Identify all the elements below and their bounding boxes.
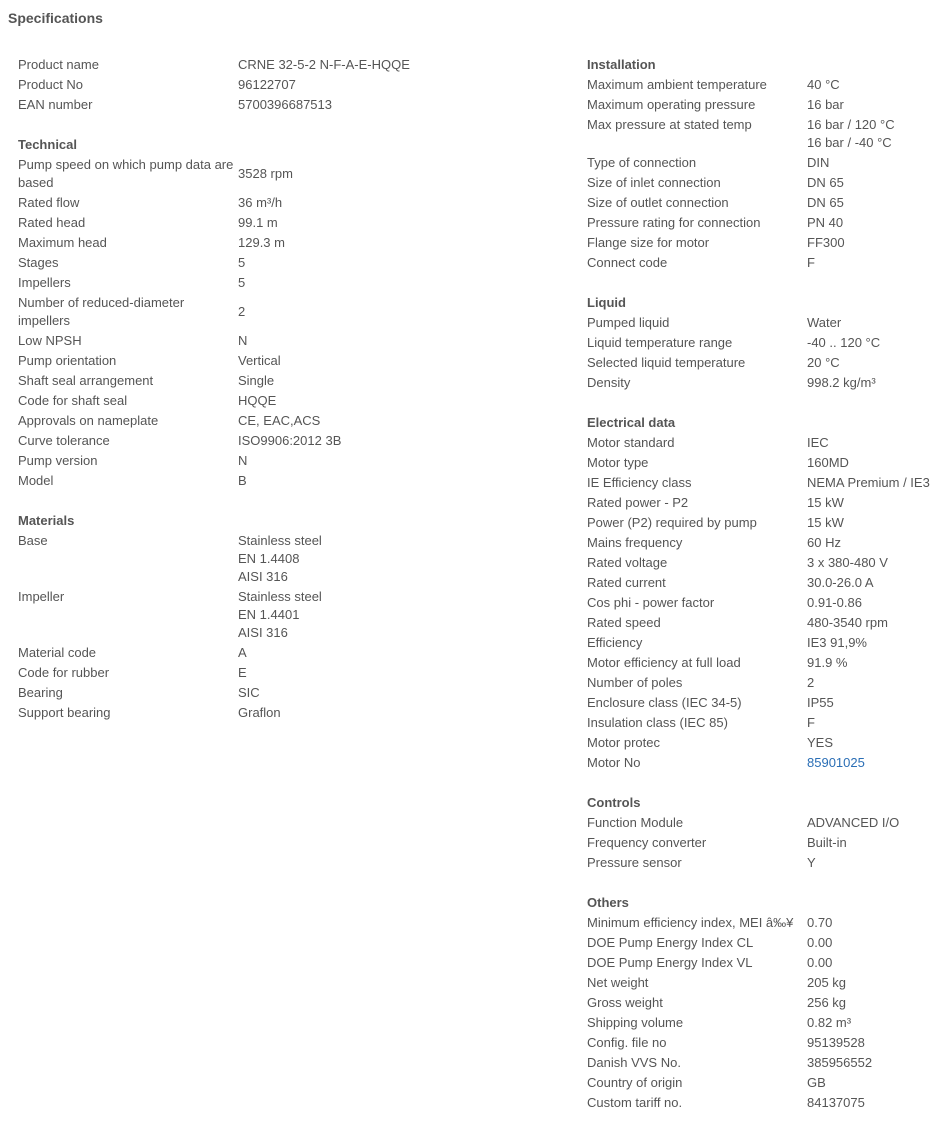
spec-value: 95139528	[807, 1035, 865, 1050]
spec-value[interactable]: 85901025	[807, 755, 865, 770]
spec-value: 84137075	[807, 1095, 865, 1110]
spec-value: 60 Hz	[807, 535, 841, 550]
spec-row-type-of-connection	[587, 153, 933, 173]
spec-row-bearing	[18, 683, 568, 703]
spec-label: Config. file no	[587, 1035, 667, 1050]
spec-label: Code for rubber	[18, 665, 110, 680]
spec-value: 99.1 m	[238, 215, 278, 230]
left-column	[18, 55, 568, 743]
spec-value	[807, 115, 895, 153]
spec-row-motor-type	[587, 453, 933, 473]
spec-label: Curve tolerance	[18, 433, 110, 448]
spec-row-size-of-outlet-connection	[587, 193, 933, 213]
spec-row-base	[18, 531, 568, 587]
spec-row-number-of-poles	[587, 673, 933, 693]
spec-value: 16 bar	[807, 97, 844, 112]
spec-row-low-npsh	[18, 331, 568, 351]
spec-value: N	[238, 453, 248, 468]
spec-value: IE3 91,9%	[807, 635, 867, 650]
spec-row-selected-liquid-temperature	[587, 353, 933, 373]
spec-value: 0.00	[807, 935, 833, 950]
spec-label: Material code	[18, 645, 97, 660]
spec-row-shaft-seal-arrangement	[18, 371, 568, 391]
general-section	[18, 55, 568, 115]
spec-label: Number of poles	[587, 675, 683, 690]
spec-value: B	[238, 473, 247, 488]
spec-value: 20 °C	[807, 355, 840, 370]
spec-row-pressure-sensor	[587, 853, 933, 873]
spec-label: Maximum operating pressure	[587, 97, 756, 112]
spec-row-gross-weight	[587, 993, 933, 1013]
spec-value: F	[807, 715, 815, 730]
spec-value-line: Stainless steel	[238, 589, 322, 604]
spec-value: 5	[238, 255, 246, 270]
spec-row-frequency-converter	[587, 833, 933, 853]
spec-label: Density	[587, 375, 631, 390]
spec-label: Gross weight	[587, 995, 663, 1010]
spec-label: Maximum head	[18, 235, 107, 250]
spec-row-pressure-rating-for-connection	[587, 213, 933, 233]
spec-value: E	[238, 665, 247, 680]
spec-row-ean-number	[18, 95, 568, 115]
spec-row-rated-speed	[587, 613, 933, 633]
section-title: Electrical data	[587, 415, 676, 430]
spec-value-line: AISI 316	[238, 625, 288, 640]
installation-section	[587, 55, 933, 273]
spec-row-rated-head	[18, 213, 568, 233]
spec-label: EAN number	[18, 97, 93, 112]
section-title: Liquid	[587, 295, 626, 310]
spec-value: F	[807, 255, 815, 270]
spec-value: YES	[807, 735, 834, 750]
spec-value: 15 kW	[807, 515, 844, 530]
spec-row-function-module	[587, 813, 933, 833]
others-section	[587, 893, 933, 1113]
spec-value: 205 kg	[807, 975, 847, 990]
spec-row-code-for-shaft-seal	[18, 391, 568, 411]
spec-row-density	[587, 373, 933, 393]
spec-label: Rated voltage	[587, 555, 668, 570]
spec-row-number-of-reduced-diameter-impellers	[18, 293, 568, 331]
spec-label: Connect code	[587, 255, 668, 270]
spec-value: SIC	[238, 685, 260, 700]
spec-row-shipping-volume	[587, 1013, 933, 1033]
spec-label: Max pressure at stated temp	[587, 117, 752, 132]
spec-value: 480-3540 rpm	[807, 615, 888, 630]
spec-label: Pump orientation	[18, 353, 117, 368]
spec-label: Product name	[18, 57, 99, 72]
spec-value: DIN	[807, 155, 830, 170]
spec-label: Pumped liquid	[587, 315, 670, 330]
spec-row-power-p2-required-by-pump	[587, 513, 933, 533]
spec-label: Size of inlet connection	[587, 175, 721, 190]
technical-section	[18, 135, 568, 491]
spec-row-enclosure-class-iec-34-5	[587, 693, 933, 713]
spec-row-support-bearing	[18, 703, 568, 723]
spec-label: Danish VVS No.	[587, 1055, 681, 1070]
spec-value: GB	[807, 1075, 826, 1090]
spec-label: Support bearing	[18, 705, 111, 720]
spec-value: 36 m³/h	[238, 195, 283, 210]
spec-row-flange-size-for-motor	[587, 233, 933, 253]
spec-row-pump-version	[18, 451, 568, 471]
spec-value: 385956552	[807, 1055, 873, 1070]
spec-value: IEC	[807, 435, 829, 450]
right-column	[587, 55, 933, 1133]
spec-label: Code for shaft seal	[18, 393, 128, 408]
spec-row-rated-current	[587, 573, 933, 593]
spec-value: 256 kg	[807, 995, 847, 1010]
spec-label: Pressure rating for connection	[587, 215, 761, 230]
section-title: Controls	[587, 795, 641, 810]
spec-label: Shaft seal arrangement	[18, 373, 154, 388]
spec-label: Bearing	[18, 685, 63, 700]
spec-label: Number of reduced-diameter impellers	[18, 295, 185, 328]
spec-row-ie-efficiency-class	[587, 473, 933, 493]
spec-label: DOE Pump Energy Index VL	[587, 955, 753, 970]
spec-label: Pressure sensor	[587, 855, 682, 870]
spec-row-motor-standard	[587, 433, 933, 453]
spec-value: NEMA Premium / IE3	[807, 475, 930, 490]
spec-value: PN 40	[807, 215, 844, 230]
spec-row-net-weight	[587, 973, 933, 993]
spec-label: Enclosure class (IEC 34-5)	[587, 695, 742, 710]
spec-value: A	[238, 645, 247, 660]
page-title: Specifications	[8, 10, 103, 26]
spec-row-pump-orientation	[18, 351, 568, 371]
spec-label: Product No	[18, 77, 84, 92]
spec-value-line: Stainless steel	[238, 533, 322, 548]
spec-row-product-no	[18, 75, 568, 95]
spec-value-line: EN 1.4401	[238, 607, 300, 622]
spec-row-stages	[18, 253, 568, 273]
section-title: Installation	[587, 57, 656, 72]
spec-value: 2	[238, 304, 246, 319]
spec-row-efficiency	[587, 633, 933, 653]
spec-value: 40 °C	[807, 77, 840, 92]
spec-label: Rated flow	[18, 195, 80, 210]
spec-value-line: 16 bar / 120 °C	[807, 117, 895, 132]
spec-label: Base	[18, 533, 48, 548]
spec-row-impellers	[18, 273, 568, 293]
spec-value: 0.82 m³	[807, 1015, 852, 1030]
spec-value: Graflon	[238, 705, 281, 720]
spec-label: Pump speed on which pump data are based	[18, 157, 234, 190]
spec-value	[238, 587, 322, 643]
spec-row-impeller	[18, 587, 568, 643]
spec-label: Mains frequency	[587, 535, 683, 550]
spec-label: Power (P2) required by pump	[587, 515, 757, 530]
spec-value: 3 x 380-480 V	[807, 555, 888, 570]
spec-row-material-code	[18, 643, 568, 663]
spec-row-curve-tolerance	[18, 431, 568, 451]
spec-value: 998.2 kg/m³	[807, 375, 876, 390]
spec-value: HQQE	[238, 393, 277, 408]
spec-label: IE Efficiency class	[587, 475, 692, 490]
spec-label: Liquid temperature range	[587, 335, 733, 350]
controls-section	[587, 793, 933, 873]
spec-row-model	[18, 471, 568, 491]
spec-label: Motor type	[587, 455, 649, 470]
spec-value: Built-in	[807, 835, 847, 850]
spec-value: CE, EAC,ACS	[238, 413, 321, 428]
spec-label: Pump version	[18, 453, 98, 468]
spec-row-maximum-operating-pressure	[587, 95, 933, 115]
spec-label: Shipping volume	[587, 1015, 684, 1030]
spec-label: Motor efficiency at full load	[587, 655, 741, 670]
spec-label: Model	[18, 473, 54, 488]
spec-label: Frequency converter	[587, 835, 707, 850]
spec-value: 5700396687513	[238, 97, 332, 112]
spec-row-approvals-on-nameplate	[18, 411, 568, 431]
spec-row-rated-power-p2	[587, 493, 933, 513]
spec-row-maximum-ambient-temperature	[587, 75, 933, 95]
spec-row-minimum-efficiency-index-mei	[587, 913, 933, 933]
spec-row-doe-pump-energy-index-cl	[587, 933, 933, 953]
spec-row-cos-phi-power-factor	[587, 593, 933, 613]
spec-label: Flange size for motor	[587, 235, 710, 250]
liquid-section	[587, 293, 933, 393]
spec-value: DN 65	[807, 195, 844, 210]
electrical-section	[587, 413, 933, 773]
materials-section	[18, 511, 568, 723]
spec-value: 3528 rpm	[238, 166, 293, 181]
spec-row-code-for-rubber	[18, 663, 568, 683]
spec-value: FF300	[807, 235, 845, 250]
spec-label: Motor protec	[587, 735, 660, 750]
spec-label: Efficiency	[587, 635, 643, 650]
spec-value: CRNE 32-5-2 N-F-A-E-HQQE	[238, 57, 410, 72]
spec-value: N	[238, 333, 248, 348]
spec-label: Cos phi - power factor	[587, 595, 715, 610]
spec-row-size-of-inlet-connection	[587, 173, 933, 193]
spec-label: Rated head	[18, 215, 86, 230]
spec-value: IP55	[807, 695, 834, 710]
spec-label: Impellers	[18, 275, 71, 290]
spec-label: Maximum ambient temperature	[587, 77, 767, 92]
spec-label: Motor standard	[587, 435, 675, 450]
spec-value: 0.70	[807, 915, 833, 930]
spec-label: Function Module	[587, 815, 684, 830]
spec-row-product-name	[18, 55, 568, 75]
spec-value: 91.9 %	[807, 655, 848, 670]
spec-label: Low NPSH	[18, 333, 82, 348]
spec-label: Rated speed	[587, 615, 661, 630]
spec-row-connect-code	[587, 253, 933, 273]
spec-row-mains-frequency	[587, 533, 933, 553]
spec-row-rated-flow	[18, 193, 568, 213]
spec-row-custom-tariff-no	[587, 1093, 933, 1113]
spec-label: Motor No	[587, 755, 641, 770]
spec-row-insulation-class-iec-85	[587, 713, 933, 733]
spec-label: Impeller	[18, 589, 65, 604]
spec-value: DN 65	[807, 175, 844, 190]
spec-value: 2	[807, 675, 815, 690]
spec-label: Rated power - P2	[587, 495, 689, 510]
spec-label: Insulation class (IEC 85)	[587, 715, 728, 730]
spec-label: Approvals on nameplate	[18, 413, 159, 428]
spec-row-max-pressure-at-stated-temp	[587, 115, 933, 153]
spec-value: 0.91-0.86	[807, 595, 862, 610]
spec-row-pumped-liquid	[587, 313, 933, 333]
spec-row-motor-efficiency-at-full-load	[587, 653, 933, 673]
spec-value-line: AISI 316	[238, 569, 288, 584]
section-title: Materials	[18, 513, 75, 528]
spec-row-config-file-no	[587, 1033, 933, 1053]
spec-row-liquid-temperature-range	[587, 333, 933, 353]
spec-row-motor-protec	[587, 733, 933, 753]
spec-label: DOE Pump Energy Index CL	[587, 935, 754, 950]
spec-value: ADVANCED I/O	[807, 815, 900, 830]
spec-value: 30.0-26.0 A	[807, 575, 874, 590]
spec-row-country-of-origin	[587, 1073, 933, 1093]
spec-value: 160MD	[807, 455, 849, 470]
spec-label: Type of connection	[587, 155, 697, 170]
spec-value: Single	[238, 373, 275, 388]
spec-row-maximum-head	[18, 233, 568, 253]
spec-value: 5	[238, 275, 246, 290]
spec-label: Size of outlet connection	[587, 195, 729, 210]
spec-value: ISO9906:2012 3B	[238, 433, 342, 448]
spec-label: Minimum efficiency index, MEI â‰¥	[587, 915, 794, 930]
spec-value: 15 kW	[807, 495, 844, 510]
spec-label: Stages	[18, 255, 59, 270]
section-title: Others	[587, 895, 629, 910]
spec-value-line: EN 1.4408	[238, 551, 300, 566]
spec-value: -40 .. 120 °C	[807, 335, 881, 350]
spec-value: Water	[807, 315, 842, 330]
spec-value	[238, 531, 322, 587]
spec-row-pump-speed-on-which-pump-data-are-based	[18, 155, 568, 193]
spec-value: 0.00	[807, 955, 833, 970]
spec-label: Rated current	[587, 575, 666, 590]
spec-value-line: 16 bar / -40 °C	[807, 135, 892, 150]
spec-value: 129.3 m	[238, 235, 285, 250]
spec-value: Vertical	[238, 353, 281, 368]
spec-row-rated-voltage	[587, 553, 933, 573]
section-title: Technical	[18, 137, 78, 152]
spec-label: Net weight	[587, 975, 649, 990]
spec-row-danish-vvs-no	[587, 1053, 933, 1073]
spec-label: Custom tariff no.	[587, 1095, 683, 1110]
spec-row-motor-no	[587, 753, 933, 773]
spec-value: Y	[807, 855, 816, 870]
spec-value: 96122707	[238, 77, 296, 92]
spec-label: Selected liquid temperature	[587, 355, 746, 370]
spec-label: Country of origin	[587, 1075, 683, 1090]
spec-row-doe-pump-energy-index-vl	[587, 953, 933, 973]
